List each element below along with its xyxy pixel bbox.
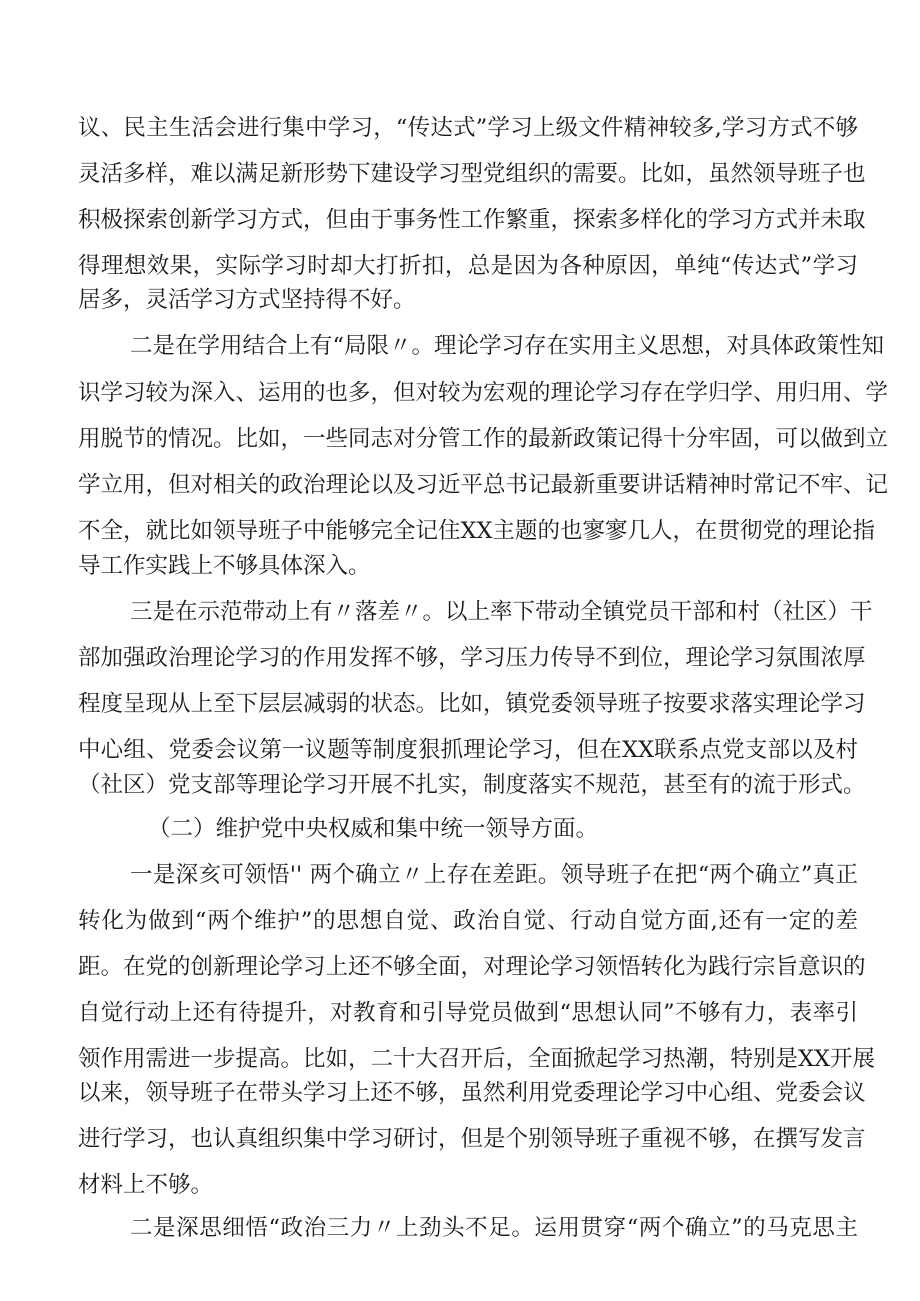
text-line: 二是深思细悟“政治三力〃上劲头不足。运用贯穿“两个确立”的马克思主 xyxy=(130,1215,858,1241)
text-line: 部加强政治理论学习的作用发挥不够，学习压力传导不到位，理论学习氛围浓厚 xyxy=(78,645,866,671)
text-line: 材料上不够。 xyxy=(78,1172,214,1198)
text-line: 中心组、党委会议第一议题等制度狠抓理论学习，但在XX联系点党支部以及村 xyxy=(78,737,858,763)
text-line: 得理想效果，实际学习时却大打折扣，总是因为各种原因，单纯“传达式”学习 xyxy=(78,253,858,279)
text-line: 灵活多样，难以满足新形势下建设学习型党组织的需要。比如，虽然领导班子也 xyxy=(78,161,866,187)
text-line: 用脱节的情况。比如，一些同志对分管工作的最新政策记得十分牢固，可以做到立 xyxy=(78,426,889,452)
text-line: 识学习较为深入、运用的也多，但对较为宏观的理论学习存在学归学、用归用、学 xyxy=(78,380,889,406)
text-line: 一是深亥可领悟'' 两个确立〃上存在差距。领导班子在把“两个确立”真正 xyxy=(130,862,858,888)
text-line: 领作用需进一步提高。比如，二十大召开后，全面掀起学习热潮，特别是XX开展 xyxy=(78,1046,876,1072)
section-heading: （二）维护党中央权威和集中统一领导方面。 xyxy=(148,816,599,842)
text-line: 转化为做到“两个维护”的思想自觉、政治自觉、行动自觉方面,还有一定的差 xyxy=(78,908,858,934)
text-line: 居多，灵活学习方式坚持得不好。 xyxy=(78,287,416,313)
text-line: 导工作实践上不够具体深入。 xyxy=(78,553,371,579)
text-line: 议、民主生活会进行集中学习，“传达式”学习上级文件精神较多,学习方式不够 xyxy=(78,115,858,141)
text-line: 不全，就比如领导班子中能够完全记住XX主题的也寥寥几人，在贯彻党的理论指 xyxy=(78,518,876,544)
text-line: （社区）党支部等理论学习开展不扎实，制度落实不规范，甚至有的流于形式。 xyxy=(78,772,866,798)
text-line: 积极探索创新学习方式，但由于事务性工作繁重，探索多样化的学习方式并未取 xyxy=(78,207,866,233)
text-line: 二是在学用结合上有“局限〃。理论学习存在实用主义思想，对具体政策性知 xyxy=(130,333,885,359)
text-line: 以来，领导班子在带头学习上还不够，虽然利用党委理论学习中心组、党委会议 xyxy=(78,1080,866,1106)
text-line: 学立用，但对相关的政治理论以及习近平总书记最新重要讲话精神时常记不牢、记 xyxy=(78,472,889,498)
text-line: 三是在示范带动上有〃落差〃。以上率下带动全镇党员干部和村（社区）干 xyxy=(130,599,873,625)
text-line: 自觉行动上还有待提升，对教育和引导党员做到“思想认同”不够有力，表率引 xyxy=(78,1000,858,1026)
text-line: 距。在党的创新理论学习上还不够全面，对理论学习领悟转化为践行宗旨意识的 xyxy=(78,954,866,980)
text-line: 进行学习，也认真组织集中学习研讨，但是个别领导班子重视不够，在撰写发言 xyxy=(78,1126,866,1152)
text-line: 程度呈现从上至下层层减弱的状态。比如，镇党委领导班子按要求落实理论学习 xyxy=(78,691,866,717)
